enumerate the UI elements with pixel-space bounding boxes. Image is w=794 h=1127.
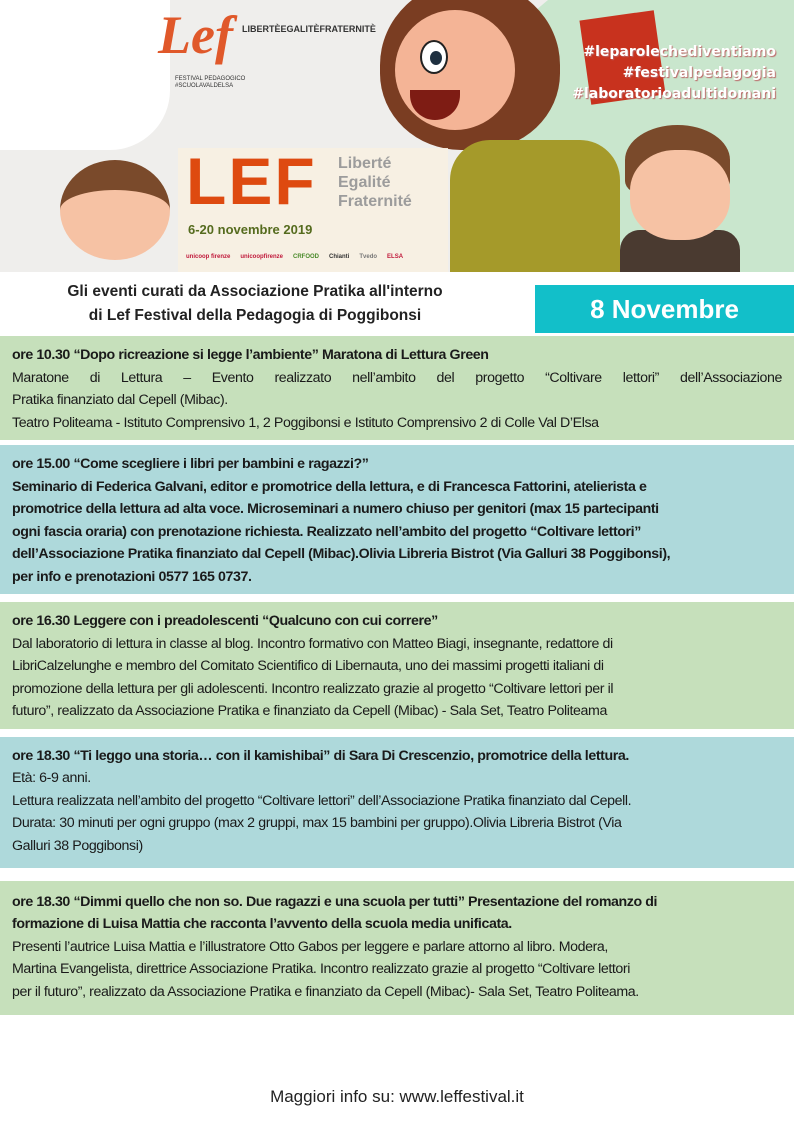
- date-badge: 8 Novembre: [535, 285, 794, 333]
- motto-word: Liberté: [338, 155, 392, 172]
- event-text: per il futuro”, realizzato da Associazione Pratika e finanziato da Cepell (Mibac)- Sala Set, Teatro Politeama.: [12, 983, 639, 1000]
- sponsor-logo: unicoop firenze: [186, 254, 231, 260]
- event-title: ore 18.30 “Dimmi quello che non so. Due ragazzi e una scuola per tutti” Presentazione del romanzo di: [12, 893, 658, 910]
- event-text: Seminario di Federica Galvani, editor e promotrice della lettura, e di Francesca Fattorini, atelierista e: [12, 478, 647, 495]
- footer-info-link[interactable]: Maggiori info su: www.leffestival.it: [270, 1086, 524, 1106]
- event-text: Età: 6-9 anni.: [12, 770, 91, 786]
- intro-line: di Lef Festival della Pedagogia di Poggibonsi: [88, 307, 422, 324]
- intro-heading: [20, 280, 490, 328]
- festival-dates: 6-20 novembre 2019: [188, 222, 313, 237]
- woman-eye: [420, 40, 448, 74]
- sponsor-logo: ELSA: [387, 254, 404, 260]
- sponsor-logos: [186, 254, 403, 260]
- event-text: per info e prenotazioni 0577 165 0737.: [12, 568, 252, 585]
- event-title: ore 18.30 “Ti leggo una storia… con il kamishibai” di Sara Di Crescenzio, promotrice della lettura.: [12, 747, 629, 764]
- lef-motto: [338, 154, 412, 211]
- lef-title-box: [178, 144, 448, 272]
- hashtags: [572, 42, 776, 105]
- event-title: ore 10.30 “Dopo ricreazione si legge l’ambiente” Maratona di Lettura Green: [12, 347, 489, 363]
- event-title: ore 16.30 Leggere con i preadolescenti “Qualcuno con cui correre”: [12, 613, 438, 629]
- event-block: [0, 336, 794, 440]
- event-block: [0, 737, 794, 868]
- child-illustration: [60, 160, 170, 260]
- event-title: formazione di Luisa Mattia che racconta l’avvento della scuola media unificata.: [12, 916, 512, 932]
- sponsor-logo: Tvedo: [359, 254, 378, 260]
- logo-sub: [175, 76, 245, 90]
- motto-word: Egalité: [338, 174, 391, 191]
- event-text: Galluri 38 Poggibonsi): [12, 837, 143, 854]
- event-text: Teatro Politeama - Istituto Comprensivo 1, 2 Poggibonsi e Istituto Comprensivo 2 di Colle Val D’Elsa: [12, 414, 599, 431]
- event-text: promotrice della lettura ad alta voce. Microseminari a numero chiuso per genitori (max 15 partecipanti: [12, 501, 659, 517]
- hashtag: #leparolechediventiamo: [583, 44, 776, 60]
- sponsor-logo: Chianti: [329, 254, 350, 260]
- logo-sub-line: #SCUOLAVALDELSA: [175, 83, 234, 89]
- lef-title: LEF: [186, 144, 317, 218]
- event-list: [0, 336, 794, 1127]
- hashtag: #festivalpedagogia: [622, 65, 776, 81]
- event-text: ogni fascia oraria) con prenotazione richiesta. Realizzato nell’ambito del progetto “Coltivare lettori”: [12, 523, 641, 540]
- flag-illustration: [0, 0, 170, 150]
- event-text: Martina Evangelista, direttrice Associazione Pratika. Incontro realizzato grazie al progetto “Coltivare lettori: [12, 961, 630, 977]
- boy-face: [630, 150, 730, 240]
- event-text: Presenti l’autrice Luisa Mattia e l’illustratore Otto Gabos per leggere e parlare attorno al libro. Modera,: [12, 938, 608, 955]
- event-title: ore 15.00 “Come scegliere i libri per bambini e ragazzi?”: [12, 456, 369, 472]
- sponsor-logo: CRFOOD: [293, 254, 320, 260]
- event-text: futuro”, realizzato da Associazione Pratika e finanziato da Cepell (Mibac) - Sala Set, Teatro Politeama: [12, 703, 607, 719]
- sponsor-logo: unicoopfirenze: [240, 254, 284, 260]
- hashtag: #laboratorioadultidomani: [572, 86, 776, 102]
- event-block: [0, 602, 794, 729]
- event-text: Durata: 30 minuti per ogni gruppo (max 2 gruppi, max 15 bambini per gruppo).Olivia Libreria Bistrot (Via: [12, 815, 622, 831]
- event-text: Maratone di Lettura – Evento realizzato nell’ambito del progetto “Coltivare lettori” dell’Associazione: [12, 369, 782, 386]
- event-text: LibriCalzelunghe e membro del Comitato Scientifico di Libernauta, uno dei massimi progetti italiani di: [12, 658, 604, 674]
- festival-banner: [0, 0, 794, 272]
- event-text: Dal laboratorio di lettura in classe al blog. Incontro formativo con Matteo Biagi, insegnante, redattore di: [12, 635, 613, 652]
- event-text: dell’Associazione Pratika finanziato dal Cepell (Mibac).Olivia Libreria Bistrot (Via Galluri 38 Poggibonsi),: [12, 546, 671, 562]
- logo-sub-line: FESTIVAL PEDAGOGICO: [175, 76, 246, 82]
- woman-face: [395, 10, 515, 130]
- logo-tagline: LIBERTÈEGALITÈFRATERNITÈ: [242, 24, 376, 34]
- woman-body: [450, 140, 620, 272]
- event-block: [0, 881, 794, 1015]
- motto-word: Fraternité: [338, 193, 412, 210]
- event-text: Lettura realizzata nell’ambito del progetto “Coltivare lettori” dell’Associazione Pratika finanziato dal Cepell.: [12, 792, 632, 809]
- event-text: Pratika finanziato dal Cepell (Mibac).: [12, 392, 228, 408]
- event-text: promozione della lettura per gli adolescenti. Incontro realizzato grazie al progetto “Coltivare lettori per il: [12, 680, 614, 697]
- lef-logo: Lef: [158, 5, 233, 65]
- intro-line: Gli eventi curati da Associazione Pratika all'interno: [67, 283, 443, 300]
- event-block: [0, 445, 794, 594]
